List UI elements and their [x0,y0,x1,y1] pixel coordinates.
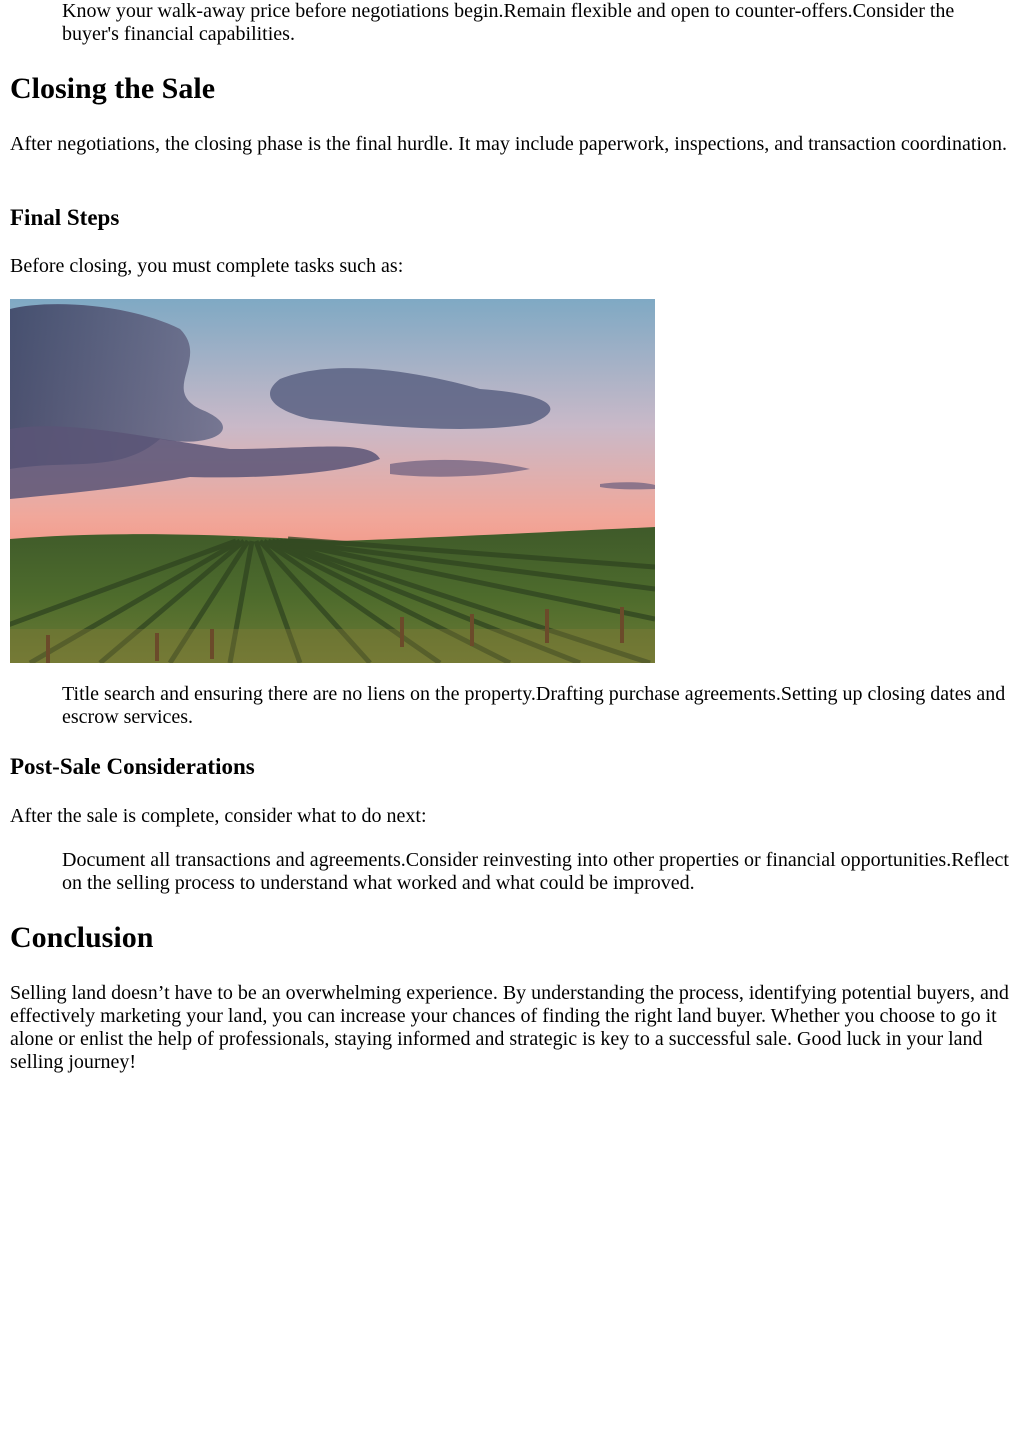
negotiation-tips-list: Know your walk-away price before negotiations begin.Remain flexible and open to counter-offers.Consider the buyer's financial capabilities. [62,0,955,45]
conclusion-paragraph: Selling land doesn’t have to be an overwhelming experience. By understanding the process, identifying potential buyers, and effectively marketing your land, you can increase your chances of finding the right land buyer. Whether you choose to go it alone or enlist the help of professionals, staying informed and strategic is key to a successful sale. Good luck in your land selling journey! [10,982,1009,1073]
conclusion-heading: Conclusion [10,921,154,954]
vineyard-sunset-photo [10,299,655,663]
final-steps-intro: Before closing, you must complete tasks such as: [10,255,404,277]
final-steps-list: Title search and ensuring there are no liens on the property.Drafting purchase agreements.Setting up closing dates and escrow services. [62,683,1006,728]
closing-heading: Closing the Sale [10,72,216,105]
post-sale-heading: Post-Sale Considerations [10,754,255,779]
final-steps-heading: Final Steps [10,205,120,230]
closing-paragraph: After negotiations, the closing phase is the final hurdle. It may include paperwork, inspections, and transaction coordination. [10,133,1007,155]
post-sale-list: Document all transactions and agreements.Consider reinvesting into other properties or financial opportunities.Reflect on the selling process to understand what worked and what could be improved. [62,849,1009,894]
post-sale-intro: After the sale is complete, consider what to do next: [10,805,427,827]
